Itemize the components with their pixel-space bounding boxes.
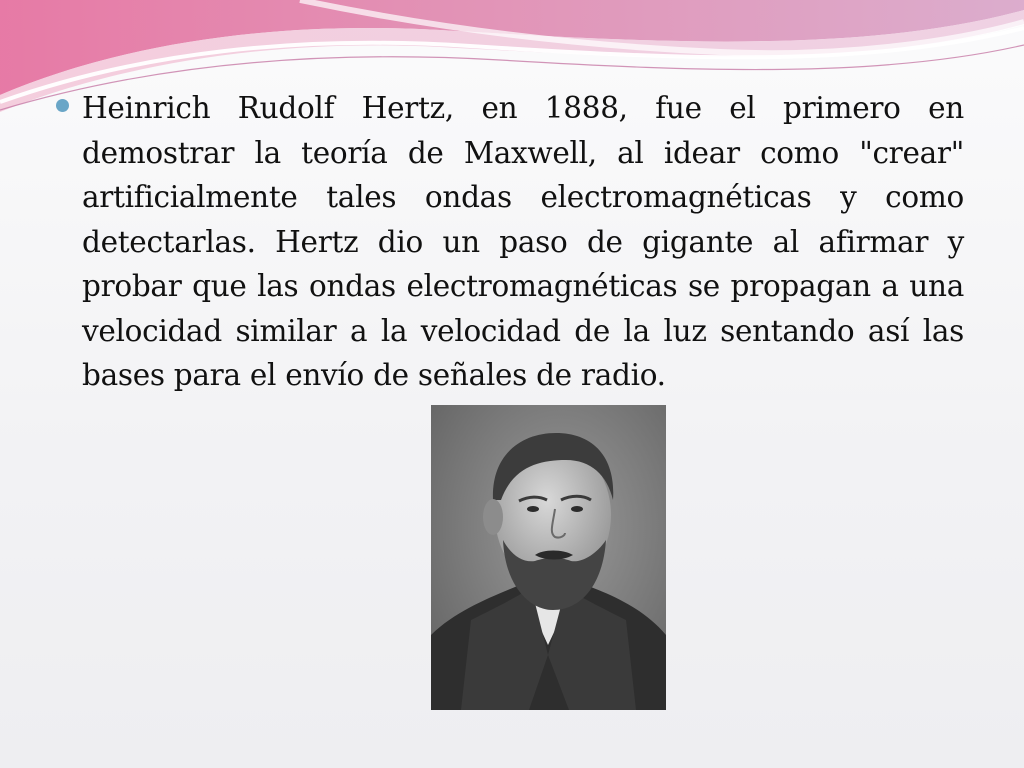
portrait-illustration <box>431 405 666 710</box>
bullet-text: Heinrich Rudolf Hertz, en 1888, fue el primero en demostrar la teoría de Maxwell, al idear como "crear" artificialmente tales ondas electromagnéticas y como detectarlas. Hertz dio un paso de gigante al afirmar y probar que las ondas electromagnéticas se propagan a una velocidad similar a la velocidad de la luz sentando así las bases para el envío de señales de radio. <box>82 91 964 392</box>
hertz-portrait <box>431 405 666 710</box>
content-area <box>52 86 964 398</box>
bullet-dot-icon <box>56 99 69 112</box>
bullet-item <box>52 86 964 398</box>
